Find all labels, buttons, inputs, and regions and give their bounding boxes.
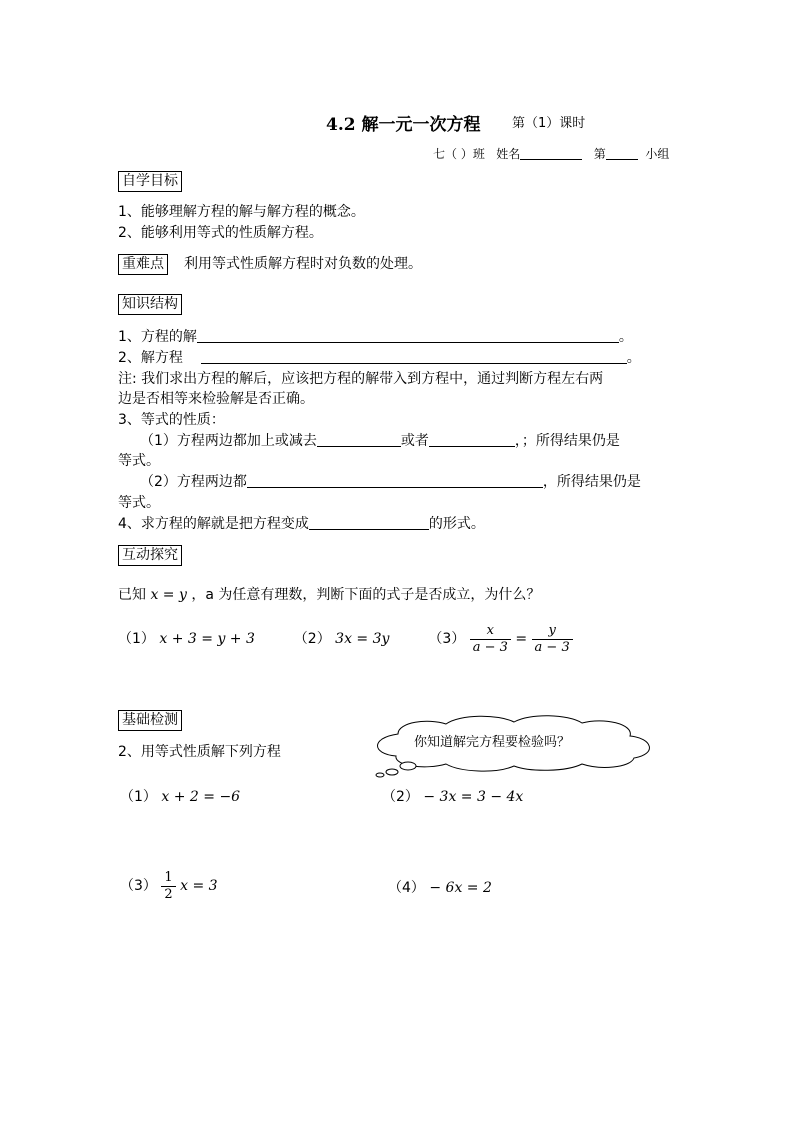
exercise-2 <box>382 786 523 806</box>
property-2 <box>140 472 641 492</box>
knowledge-item-3: 3、等式的性质： <box>118 412 225 428</box>
item4-text-b: 的形式。 <box>428 516 485 532</box>
name-label: 姓名 <box>496 147 521 161</box>
exercise-3 <box>120 866 218 906</box>
knowledge-item-4 <box>118 514 485 534</box>
prop2-blank[interactable] <box>247 473 543 488</box>
exercise-4 <box>388 877 492 897</box>
knowledge-item-1 <box>118 327 633 347</box>
fraction-denominator: a − 3 <box>472 639 508 655</box>
prop1-blank-1[interactable] <box>317 432 401 447</box>
equals-sign: = <box>515 631 528 647</box>
exercise-2-equation: − 3x = 3 − 4x <box>423 789 524 805</box>
goal-item-1: 1、能够理解方程的解与解方程的概念。 <box>118 204 365 220</box>
exercise-4-label: （4） <box>388 880 425 896</box>
group-suffix: 小组 <box>645 147 670 161</box>
solve-blank[interactable] <box>201 349 627 364</box>
item1-label: 1、方程的解 <box>118 329 197 345</box>
explore-problems <box>118 619 573 659</box>
prop1-text-a: （1）方程两边都加上或减去 <box>140 433 317 449</box>
name-blank[interactable] <box>520 145 582 160</box>
exercise-1-equation: x + 2 = −6 <box>161 789 241 805</box>
note-line-1: 注: 我们求出方程的解后，应该把方程的解带入到方程中，通过判断方程左右两 <box>118 371 604 387</box>
cloud-text: 你知道解完方程要检验吗？ <box>414 735 571 750</box>
basic-heading: 基础检测 <box>118 710 182 731</box>
group-blank[interactable] <box>606 145 638 160</box>
question-equation: x = y <box>150 587 187 603</box>
exercise-3-fraction <box>161 870 175 903</box>
group-prefix: 第 <box>593 147 606 161</box>
lesson-label: 第（1）课时 <box>512 116 586 131</box>
fraction-numerator: x <box>470 623 511 640</box>
exercise-1-label: （1） <box>120 789 157 805</box>
problem-3-label: （3） <box>428 631 466 647</box>
knowledge-item-2 <box>118 348 641 368</box>
fraction-numerator: y <box>532 623 573 640</box>
form-blank[interactable] <box>309 515 429 530</box>
basic-instruction: 2、用等式性质解下列方程 <box>118 744 281 760</box>
explore-heading: 互动探究 <box>118 545 182 566</box>
problem-1-label: （1） <box>118 631 155 647</box>
question-text-a: 已知 <box>118 587 146 603</box>
item2-label: 2、解方程 <box>118 350 183 366</box>
prop1-text-c: ，；所得结果仍是 <box>514 433 620 449</box>
fraction-numerator: 1 <box>161 870 175 887</box>
fraction-denominator: 2 <box>164 886 173 902</box>
problem-2-equation: 3x = 3y <box>335 631 390 647</box>
key-point-text: 利用等式性质解方程时对负数的处理。 <box>184 256 422 272</box>
prop2-text-b: ，所得结果仍是 <box>542 474 641 490</box>
page-title: 4.2 解一元一次方程 <box>326 115 481 135</box>
problem-2-label: （2） <box>293 631 331 647</box>
exercise-3-equation: x = 3 <box>180 878 218 894</box>
prop1-blank-2[interactable] <box>429 432 515 447</box>
property-1-tail: 等式。 <box>118 453 160 469</box>
exercise-3-label: （3） <box>120 878 157 894</box>
exercise-2-label: （2） <box>382 789 419 805</box>
class-label: 七（ ）班 <box>433 147 485 161</box>
problem-3-right-fraction <box>532 623 573 656</box>
exercise-1 <box>120 786 240 806</box>
explore-question <box>118 585 540 605</box>
goal-item-2: 2、能够利用等式的性质解方程。 <box>118 225 323 241</box>
question-text-b: ，a 为任意有理数，判断下面的式子是否成立，为什么？ <box>191 587 541 603</box>
problem-3-left-fraction <box>470 623 511 656</box>
solution-blank[interactable] <box>197 328 619 343</box>
fraction-denominator: a − 3 <box>534 639 570 655</box>
property-1 <box>140 431 620 451</box>
key-point-heading: 重难点 <box>118 254 168 275</box>
period: 。 <box>618 329 633 345</box>
prop2-text-a: （2）方程两边都 <box>140 474 247 490</box>
exercise-4-equation: − 6x = 2 <box>429 880 492 896</box>
goals-heading: 自学目标 <box>118 171 182 192</box>
prop1-text-b: 或者 <box>400 433 429 449</box>
knowledge-heading: 知识结构 <box>118 294 182 315</box>
property-2-tail: 等式。 <box>118 495 160 511</box>
note-line-2: 边是否相等来检验解是否正确。 <box>118 391 314 407</box>
problem-1-equation: x + 3 = y + 3 <box>159 631 255 647</box>
student-info-line <box>433 145 669 162</box>
period: 。 <box>626 350 641 366</box>
item4-text-a: 4、求方程的解就是把方程变成 <box>118 516 309 532</box>
